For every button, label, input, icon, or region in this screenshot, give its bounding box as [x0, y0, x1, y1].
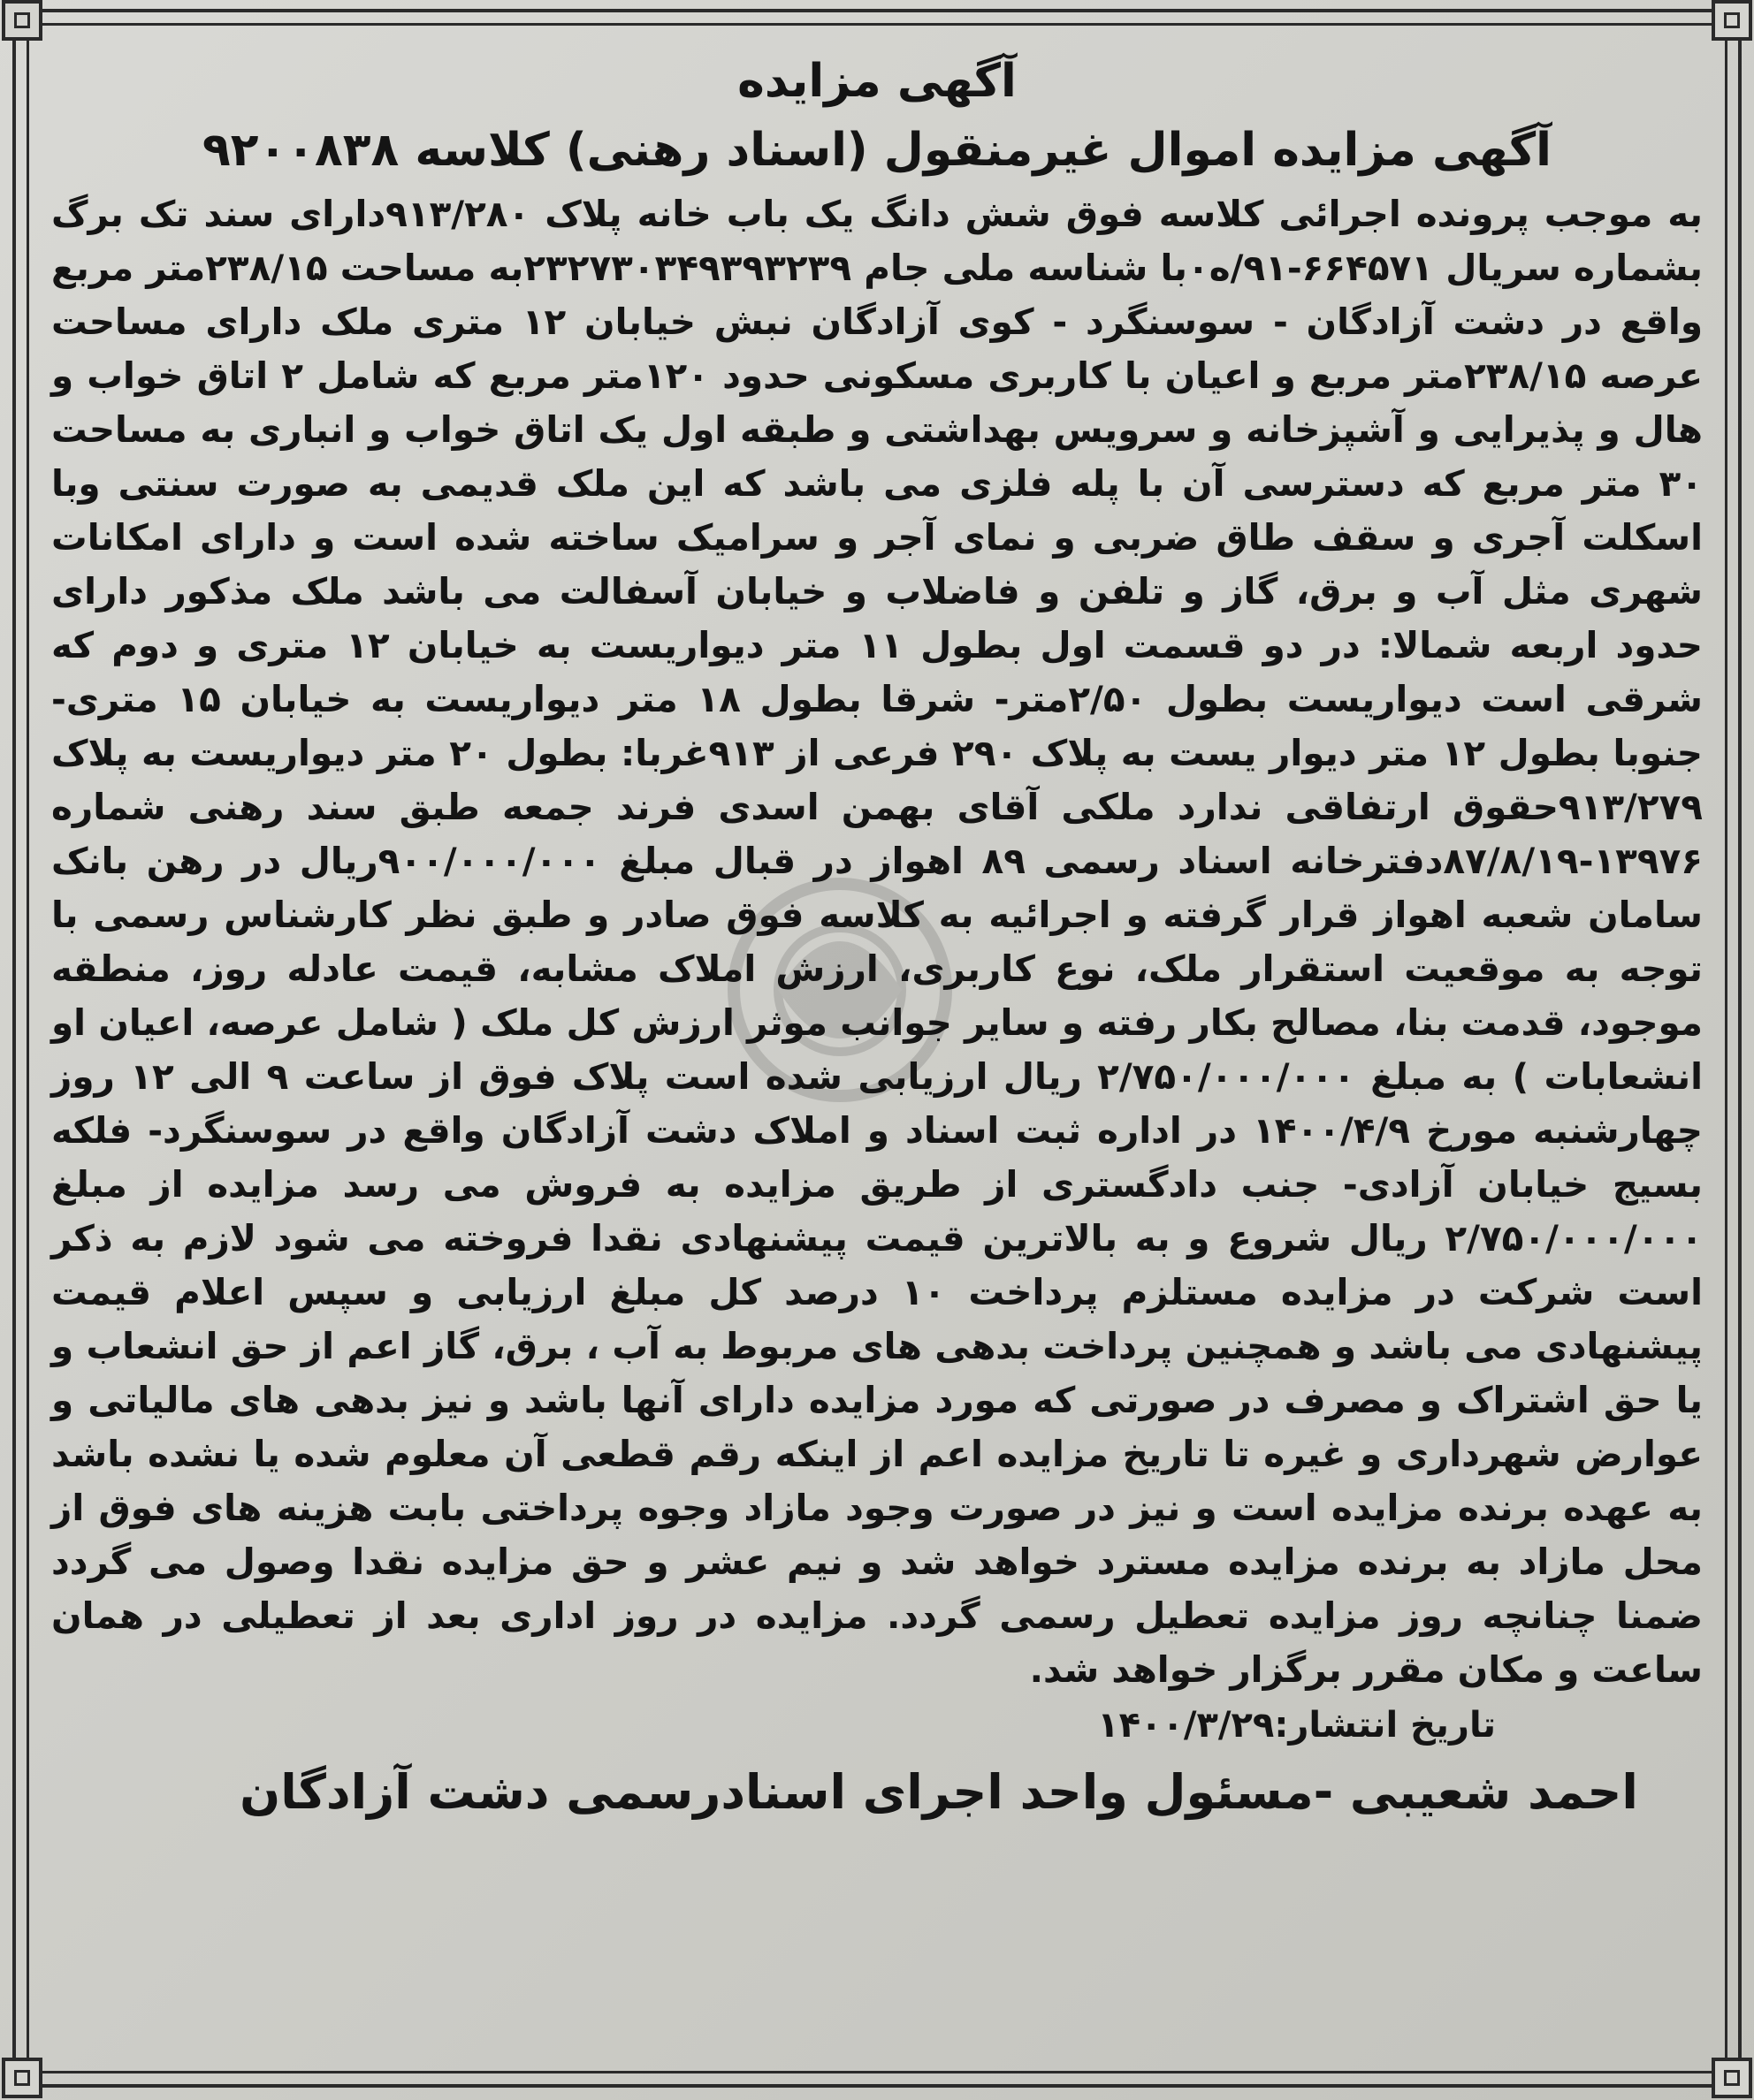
notice-body: به موجب پرونده اجرائی کلاسه فوق شش دانگ یک باب خانه پلاک ۹۱۳/۲۸۰دارای سند تک برگ بشماره سریال ۶۶۴۵۷۱-۹۱/ه۰با شناسه ملی جام ۲۳۲۷۳۰۳۴۹۳۹۳۲۳۹به مساحت ۲۳۸/۱۵متر مربع واقع در دشت آزادگان - سوسنگرد - کوی آزادگان نبش خیابان ۱۲ متری ملک دارای مساحت عرصه ۲۳۸/۱۵متر مربع و اعیان با کاربری مسکونی حدود ۱۲۰متر مربع که شامل ۲ اتاق خواب و هال و پذیرایی و آشپزخانه و سرویس بهداشتی و طبقه اول یک اتاق خواب و انباری به مساحت ۳۰ متر مربع که دسترسی آن با پله فلزی می باشد که این ملک قدیمی به صورت سنتی وبا اسکلت آجری و سقف طاق ضربی و نمای آجر و سرامیک ساخته شده است و دارای امکانات شهری مثل آب و برق، گاز و تلفن و فاضلاب و خیابان آسفالت می باشد ملک مذکور دارای حدود اربعه شمالا: در دو قسمت اول بطول ۱۱ متر دیواریست به خیابان ۱۲ متری و دوم که شرقی است دیواریست بطول ۲/۵۰متر- شرقا بطول ۱۸ متر دیواریست به خیابان ۱۵ متری- جنوبا بطول ۱۲ متر دیوار یست به پلاک ۲۹۰ فرعی از ۹۱۳غربا: بطول ۲۰ متر دیواریست به پلاک ۹۱۳/۲۷۹حقوق ارتفاقی ندارد ملکی آقای بهمن اسدی فرند جمعه طبق سند رهنی شماره ۱۳۹۷۶-۸۷/۸/۱۹دفترخانه اسناد رسمی ۸۹ اهواز در قبال مبلغ ۹۰۰/۰۰۰/۰۰۰ریال در رهن بانک سامان شعبه اهواز قرار گرفته و اجرائیه به کلاسه فوق صادر و طبق نظر کارشناس رسمی با توجه به موقعیت استقرار ملک، نوع کاربری، ارزش املاک مشابه، قیمت عادله روز، منطقه موجود، قدمت بنا، مصالح بکار رفته و سایر جوانب موثر ارزش کل ملک ( شامل عرصه، اعیان او انشعابات ) به مبلغ ۲/۷۵۰/۰۰۰/۰۰۰ ریال ارزیابی شده است پلاک فوق از ساعت ۹ الی ۱۲ روز چهارشنبه مورخ ۱۴۰۰/۴/۹ در اداره ثبت اسناد و املاک دشت آزادگان واقع در سوسنگرد- فلکه بسیج خیابان آزادی- جنب دادگستری از طریق مزایده به فروش می رسد مزایده از مبلغ ۲/۷۵۰/۰۰۰/۰۰۰ ریال شروع و به بالاترین قیمت پیشنهادی نقدا فروخته می شود لازم به ذکر است شرکت در مزایده مستلزم پرداخت ۱۰ درصد کل مبلغ ارزیابی و سپس اعلام قیمت پیشنهادی می باشد و همچنین پرداخت بدهی های مربوط به آب ، برق، گاز اعم از حق انشعاب و یا حق اشتراک و مصرف در صورتی که مورد مزایده دارای آنها باشد و نیز بدهی های مالیاتی و عوارض شهرداری و غیره تا تاریخ مزایده اعم از اینکه رقم قطعی آن معلوم شده یا نشده باشد به عهده برنده مزایده است و نیز در صورت وجود مازاد وجوه پرداختی بابت هزینه های فوق از محل مازاد به برنده مزایده مسترد خواهد شد و نیم عشر و حق مزایده نقدا وصول می گردد ضمنا چنانچه روز مزایده تعطیل رسمی گردد. مزایده در روز اداری بعد از تعطیلی در همان ساعت و مکان مقرر برگزار خواهد شد. — [51, 193, 1704, 1691]
notice-subtitle: آگهی مزایده اموال غیرمنقول (اسناد رهنی) کلاسه ۹۲۰۰۸۳۸ — [202, 124, 1552, 177]
signature-line: احمد شعیبی -مسئول واحد اجرای اسنادرسمی دشت آزادگان — [240, 1764, 1638, 1820]
corner-ornament — [2, 0, 42, 41]
notice-content — [46, 35, 1708, 2065]
corner-ornament — [2, 2058, 42, 2098]
notice-title: آگهی مزایده — [737, 55, 1017, 108]
corner-ornament — [1712, 2058, 1752, 2098]
corner-ornament — [1712, 0, 1752, 41]
publish-date: تاریخ انتشار:۱۴۰۰/۳/۲۹ — [1097, 1705, 1496, 1746]
